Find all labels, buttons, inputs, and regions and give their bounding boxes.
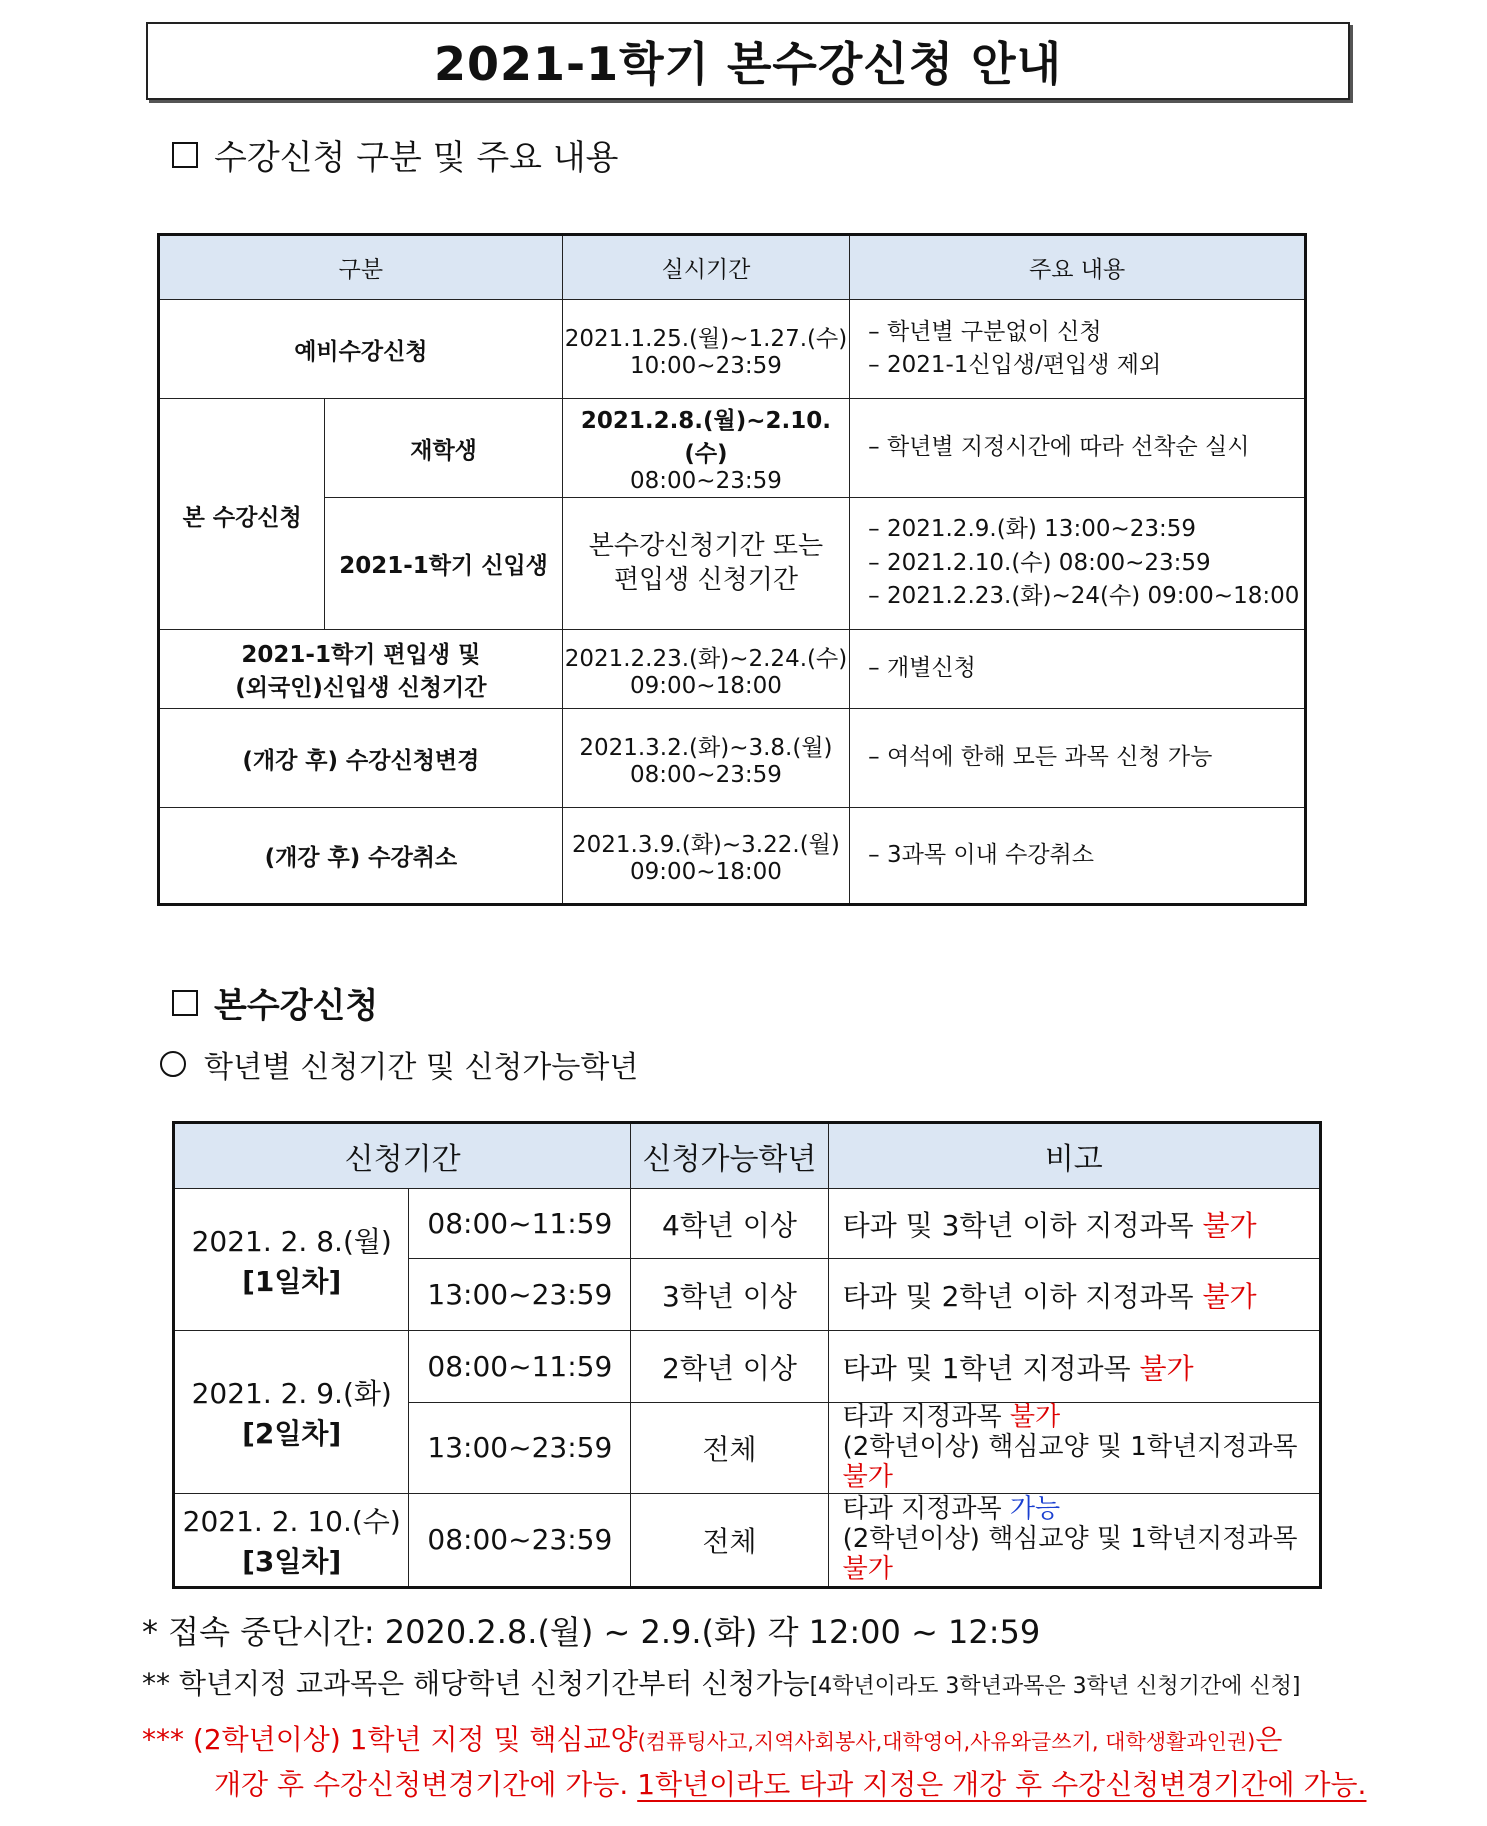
table-header-row	[174, 1123, 1321, 1189]
time-cell: 13:00~23:59	[409, 1403, 631, 1494]
day-cell: 2021. 2. 8.(월) [1일차]	[174, 1189, 409, 1331]
table-header-row	[159, 235, 1306, 300]
time-cell: 08:00~23:59	[409, 1493, 631, 1587]
square-bullet-icon	[172, 142, 198, 168]
table-row	[159, 709, 1306, 808]
page-title-text: 2021-1학기 본수강신청 안내	[433, 37, 1063, 91]
table-row	[159, 808, 1306, 905]
row-category: (개강 후) 수강취소	[159, 808, 563, 905]
grade-cell: 2학년 이상	[631, 1331, 828, 1403]
day-cell: 2021. 2. 9.(화) [2일차]	[174, 1331, 409, 1494]
row-content: – 학년별 구분없이 신청 – 2021-1신입생/편입생 제외	[850, 300, 1306, 399]
header-period: 신청기간	[174, 1123, 631, 1189]
row-category: 예비수강신청	[159, 300, 563, 399]
header-note: 비고	[828, 1123, 1320, 1189]
section2-subheading	[160, 1042, 638, 1086]
schedule-table	[172, 1121, 1322, 1589]
section1-heading-text: 수강신청 구분 및 주요 내용	[214, 138, 619, 178]
time-cell: 08:00~11:59	[409, 1189, 631, 1259]
note-core-liberal: *** (2학년이상) 1학년 지정 및 핵심교양(컴퓨팅사고,지역사회봉사,대학영어,사유와글쓰기, 대학생활과인권)은	[142, 1723, 1283, 1756]
header-period: 실시기간	[562, 235, 849, 300]
note-change-period: 개강 후 수강신청변경기간에 가능. 1학년이라도 타과 지정은 개강 후 수강신청변경기간에 가능.	[214, 1768, 1367, 1801]
note-downtime: * 접속 중단시간: 2020.2.8.(월) ~ 2.9.(화) 각 12:00 ~ 12:59	[142, 1613, 1041, 1651]
header-category: 구분	[159, 235, 563, 300]
row-subcategory: 2021-1학기 신입생	[325, 498, 562, 630]
square-bullet-icon	[172, 990, 198, 1016]
row-period: 2021.3.9.(화)~3.22.(월) 09:00~18:00	[562, 808, 849, 905]
main-registration-label: 본 수강신청	[159, 399, 325, 630]
row-period: 2021.1.25.(월)~1.27.(수) 10:00~23:59	[562, 300, 849, 399]
table-row	[174, 1331, 1321, 1403]
section2-heading-text: 본수강신청	[214, 986, 379, 1026]
grade-cell: 3학년 이상	[631, 1259, 828, 1331]
section1-heading	[172, 130, 619, 179]
row-period: 2021.2.8.(월)~2.10.(수) 08:00~23:59	[562, 399, 849, 498]
row-period: 2021.2.23.(화)~2.24.(수) 09:00~18:00	[562, 630, 849, 709]
row-content: – 3과목 이내 수강취소	[850, 808, 1306, 905]
note-cell: 타과 및 1학년 지정과목 불가	[828, 1331, 1320, 1403]
note-cell: 타과 지정과목 불가 (2학년이상) 핵심교양 및 1학년지정과목 불가	[828, 1403, 1320, 1494]
time-cell: 13:00~23:59	[409, 1259, 631, 1331]
row-content: – 2021.2.9.(화) 13:00~23:59 – 2021.2.10.(수) 08:00~23:59 – 2021.2.23.(화)~24(수) 09:00~18:00	[850, 498, 1306, 630]
table-row	[159, 630, 1306, 709]
registration-overview-table	[157, 233, 1307, 906]
note-grade-courses: ** 학년지정 교과목은 해당학년 신청기간부터 신청가능[4학년이라도 3학년과목은 3학년 신청기간에 신청]	[142, 1667, 1301, 1700]
table-row	[159, 498, 1306, 630]
row-category: 2021-1학기 편입생 및 (외국인)신입생 신청기간	[159, 630, 563, 709]
page-title	[146, 22, 1350, 100]
section2-heading	[172, 978, 378, 1027]
header-grade: 신청가능학년	[631, 1123, 828, 1189]
header-content: 주요 내용	[850, 235, 1306, 300]
row-content: – 개별신청	[850, 630, 1306, 709]
table-row	[159, 300, 1306, 399]
section2-subheading-text: 학년별 신청기간 및 신청가능학년	[204, 1050, 639, 1085]
grade-cell: 4학년 이상	[631, 1189, 828, 1259]
note-cell: 타과 및 3학년 이하 지정과목 불가	[828, 1189, 1320, 1259]
table-row	[174, 1493, 1321, 1587]
row-category: (개강 후) 수강신청변경	[159, 709, 563, 808]
grade-cell: 전체	[631, 1403, 828, 1494]
row-subcategory: 재학생	[325, 399, 562, 498]
row-period: 본수강신청기간 또는 편입생 신청기간	[562, 498, 849, 630]
table-row	[159, 399, 1306, 498]
row-content: – 여석에 한해 모든 과목 신청 가능	[850, 709, 1306, 808]
circle-bullet-icon	[160, 1051, 186, 1077]
note-cell: 타과 지정과목 가능 (2학년이상) 핵심교양 및 1학년지정과목 불가	[828, 1493, 1320, 1587]
grade-cell: 전체	[631, 1493, 828, 1587]
table-row	[174, 1189, 1321, 1259]
row-period: 2021.3.2.(화)~3.8.(월) 08:00~23:59	[562, 709, 849, 808]
day-cell: 2021. 2. 10.(수) [3일차]	[174, 1493, 409, 1587]
note-cell: 타과 및 2학년 이하 지정과목 불가	[828, 1259, 1320, 1331]
row-content: – 학년별 지정시간에 따라 선착순 실시	[850, 399, 1306, 498]
time-cell: 08:00~11:59	[409, 1331, 631, 1403]
